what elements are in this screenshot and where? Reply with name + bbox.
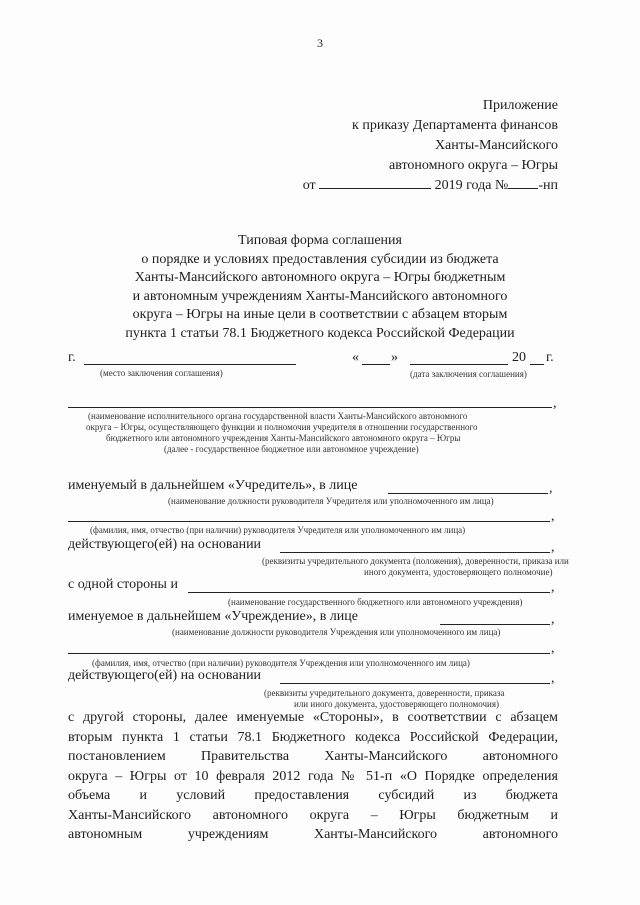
title-line-2: о порядке и условиях предоставления субсидии из бюджета (141, 251, 499, 267)
body-line-4: округа – Югры от 10 февраля 2012 года № 51-п «О Порядке определения (68, 768, 558, 784)
founder-fio-comma: , (551, 509, 555, 524)
appendix-from: от (302, 178, 316, 193)
month-blank (410, 364, 508, 365)
founder-basis-caption-1: (реквизиты учредительного документа (положения), доверенности, приказа или (262, 556, 569, 566)
appendix-suffix: -нп (538, 178, 558, 193)
day-blank (362, 364, 390, 365)
year-suffix: г. (546, 350, 554, 365)
appendix-line-3: Ханты-Мансийского (434, 138, 558, 153)
founder-comma: , (549, 481, 553, 496)
body-line-2: вторым пункта 1 статьи 78.1 Бюджетного кодекса Российской Федерации, (68, 729, 558, 745)
year-prefix: 20 (512, 350, 526, 365)
institution-basis-comma: , (551, 671, 555, 686)
founder-basis-blank (280, 552, 550, 553)
institution-position-comma: , (551, 612, 555, 627)
institution-fio-comma: , (551, 641, 555, 656)
institution-basis-caption-2: или иного документа, удостоверяющего полномочия) (294, 699, 499, 709)
body-line-1: с другой стороны, далее именуемые «Стороны», в соответствии с абзацем (68, 710, 558, 725)
title-line-4: и автономным учреждениям Ханты-Мансийского автономного (132, 288, 508, 304)
body-line-5: объема и условий предоставления субсидий из бюджета (68, 788, 558, 803)
body-paragraph (68, 708, 558, 845)
body-line-7: автономным учреждениям Ханты-Мансийского автономного (68, 827, 558, 842)
organ-caption-2: округа – Югры, осуществляющего функции и полномочия учредителя в отношении государственного (86, 422, 478, 432)
appendix-line-5 (303, 176, 558, 196)
year-blank (530, 364, 544, 365)
institution-name-blank (188, 592, 550, 593)
organ-comma: , (553, 396, 557, 411)
founder-basis-caption-2: иного документа, удостоверяющего полномочие) (364, 567, 553, 577)
appendix-year-number: 2019 года № (434, 178, 509, 193)
institution-name-caption: (наименование государственного бюджетного или автономного учреждения) (228, 597, 523, 607)
organ-caption-3: бюджетного или автономного учреждения Ханты-Мансийского автономного округа – Югры (106, 433, 461, 443)
appendix-line-2: к приказу Департамента финансов (352, 118, 558, 133)
one-side-text: с одной стороны и (68, 577, 178, 592)
founder-position-blank (388, 493, 548, 494)
title-line-6: пункта 1 статьи 78.1 Бюджетного кодекса Российской Федерации (125, 325, 515, 341)
founder-fio-blank (68, 521, 550, 522)
organ-caption-1: (наименование исполнительного органа государственной власти Ханты-Мансийского автономного (88, 411, 468, 421)
institution-named: именуемое в дальнейшем «Учреждение», в лице (68, 609, 358, 624)
date-caption: (дата заключения соглашения) (410, 369, 527, 379)
founder-position-caption: (наименование должности руководителя Учредителя или уполномоченного им лица) (168, 496, 494, 506)
date-open-quote: « (352, 350, 359, 365)
founder-named: именуемый в дальнейшем «Учредитель», в лице (68, 478, 358, 493)
title-line-1: Типовая форма соглашения (238, 233, 402, 248)
appendix-line-1: Приложение (482, 98, 558, 113)
institution-basis-caption-1: (реквизиты учредительного документа, доверенности, приказа (264, 688, 505, 698)
body-line-3: постановлением Правительства Ханты-Мансийского автономного (68, 749, 558, 764)
founder-basis-comma: , (551, 540, 555, 555)
title-line-5: округа – Югры на иные цели в соответствии с абзацем вторым (132, 307, 508, 323)
founder-acting: действующего(ей) на основании (68, 537, 262, 552)
page-number: 3 (317, 36, 323, 50)
appendix-line-4: автономного округа – Югры (389, 158, 558, 173)
institution-position-caption: (наименование должности руководителя Учреждения или уполномоченного им лица) (172, 627, 501, 637)
date-close-quote: » (391, 350, 398, 365)
institution-fio-blank (68, 653, 550, 654)
organ-blank (68, 407, 552, 408)
organ-caption-4: (далее - государственное бюджетное или автономное учреждение) (164, 444, 419, 454)
body-line-6: Ханты-Мансийского автономного округа – Югры бюджетным и (68, 807, 558, 823)
city-prefix: г. (68, 350, 76, 365)
title-line-3: Ханты-Мансийского автономного округа – Югры бюджетным (134, 270, 506, 286)
institution-fio-caption: (фамилия, имя, отчество (при наличии) руководителя Учреждения или уполномоченного им лица) (92, 658, 470, 668)
institution-comma: , (551, 580, 555, 595)
founder-fio-caption: (фамилия, имя, отчество (при наличии) руководителя Учредителя или уполномоченного им лица) (90, 525, 466, 535)
appendix-number-blank (508, 176, 538, 189)
institution-position-blank (440, 624, 550, 625)
appendix-header (303, 96, 558, 196)
place-caption: (место заключения соглашения) (100, 368, 223, 378)
appendix-date-blank (319, 176, 431, 189)
place-blank (84, 364, 296, 365)
document-title (70, 232, 570, 344)
institution-acting: действующего(ей) на основании (68, 668, 262, 683)
institution-basis-blank (280, 683, 550, 684)
